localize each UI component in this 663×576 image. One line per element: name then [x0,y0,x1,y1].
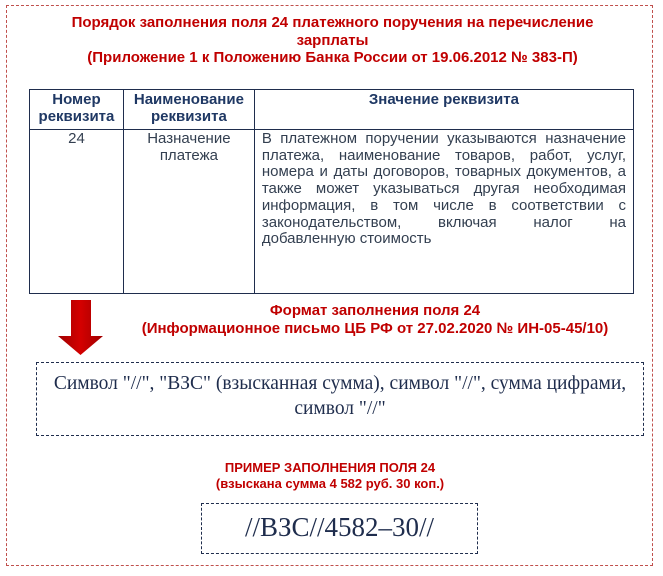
title-line-2: зарплаты [296,31,369,49]
cell-value: В платежном поручении указываются назначение платежа, наименование товаров, работ, услуг, номера и даты договоров, товарных документов, а также может указываться другая необходимая информация, в том числе в соответствии с законодательством, включая налог на добавленную стоимость [254,130,633,294]
format-title-line-1: Формат заполнения поля 24 [269,302,481,319]
down-arrow-icon [58,300,103,355]
format-description-box [36,362,644,436]
header-name: Наименование реквизита [123,90,254,130]
title-line-3: (Приложение 1 к Положению Банка России от 19.06.2012 № 383-П) [87,49,578,66]
example-title-line-1: ПРИМЕР ЗАПОЛНЕНИЯ ПОЛЯ 24 [224,460,436,475]
cell-name: Назначение платежа [123,130,254,294]
table-row [30,130,634,294]
table-header-row [30,90,634,130]
example-value: //ВЗС//4582–30// [244,512,435,542]
example-value-box [201,503,478,554]
format-title [110,302,640,337]
page-title [20,14,645,67]
title-line-1: Порядок заполнения поля 24 платежного поручения на перечисление [71,14,594,31]
example-title-line-2: (взыскана сумма 4 582 руб. 30 коп.) [215,476,445,491]
example-title [150,460,510,492]
header-number: Номер реквизита [30,90,124,130]
header-value: Значение реквизита [254,90,633,130]
requisite-table [29,89,634,294]
cell-number: 24 [30,130,124,294]
format-description: Символ "//", "ВЗС" (взысканная сумма), символ "//", сумма цифрами, символ "//" [53,373,627,419]
format-title-line-2: (Информационное письмо ЦБ РФ от 27.02.2020 № ИН-05-45/10) [141,319,609,337]
